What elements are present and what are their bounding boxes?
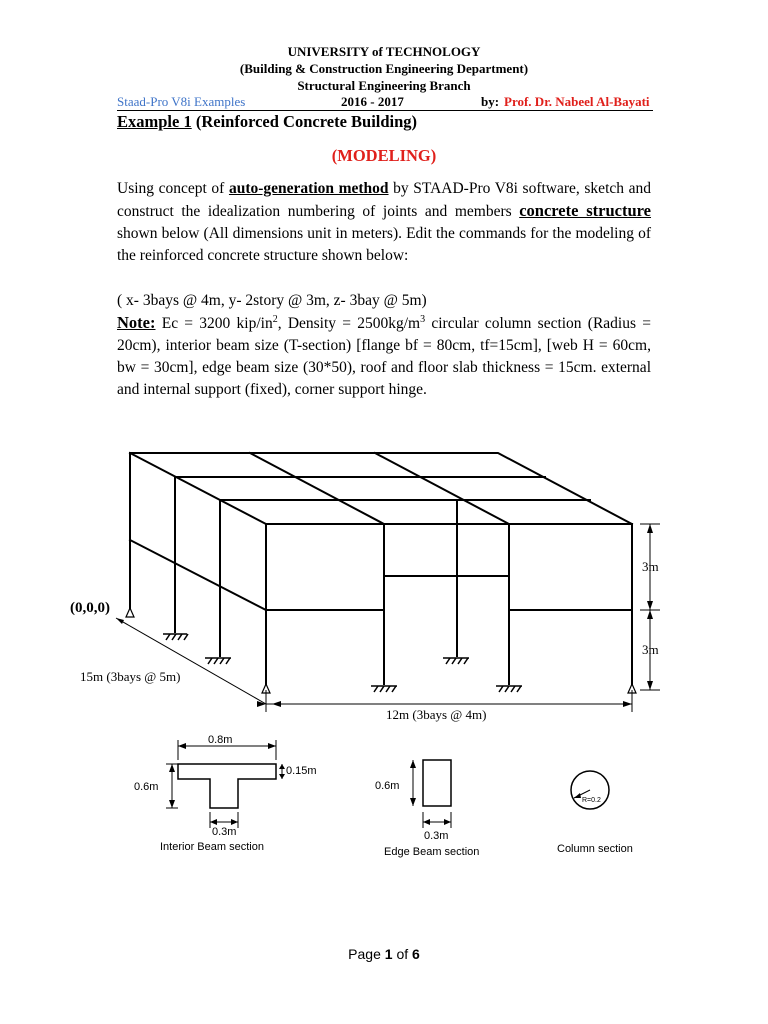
method-term: auto-generation method <box>228 180 389 197</box>
note-label: Note: <box>117 313 156 332</box>
department-title: (Building & Construction Engineering Department) <box>239 61 529 76</box>
page-indicator <box>0 946 768 962</box>
dim-line-z <box>116 618 266 704</box>
university-title: UNIVERSITY of TECHNOLOGY <box>287 44 481 59</box>
course-name: Staad-Pro V8i Examples <box>117 94 246 109</box>
edge-section-label: Edge Beam section <box>384 846 480 858</box>
note-sup-2: 3 <box>420 313 426 325</box>
branch-title: Structural Engineering Branch <box>297 78 471 93</box>
fixed-support-icon <box>163 634 188 640</box>
fixed-support-icon <box>496 686 522 692</box>
note-text-c: circular column section (Radius = 20cm), interior beam size (T-section) [flange bf = 80cm, tf=15cm], [web H = 60cm, bw = 30cm], edge beam size (30*50), roof and floor slab thickness = 15cm. external and internal support (fixed), corner support hinge. <box>117 315 651 398</box>
edge-width: 0.3m <box>424 830 449 842</box>
page-prefix: Page <box>348 946 385 962</box>
origin-label: (0,0,0) <box>70 600 110 616</box>
modeling-heading: (MODELING) <box>331 146 437 165</box>
structure-term: concrete structure <box>519 201 652 220</box>
author-name: Prof. Dr. Nabeel Al-Bayati <box>504 94 650 109</box>
roof-grid-x1 <box>250 453 384 524</box>
intro-text-b: by STAAD-Pro V8i software, sketch and construct the idealization numbering of joints and members <box>117 180 651 220</box>
interior-flange-width: 0.8m <box>208 734 233 746</box>
page-total: 6 <box>412 946 420 962</box>
fixed-support-icon <box>205 658 231 664</box>
interior-beam-section <box>178 764 276 808</box>
note-text-a: Ec = 3200 kip/in <box>155 315 273 332</box>
roof-grid-x2 <box>375 453 509 524</box>
example-number: Example 1 <box>117 112 192 131</box>
course-years: 2016 - 2017 <box>341 94 404 109</box>
dimensions-line: ( x- 3bays @ 4m, y- 2story @ 3m, z- 3bay @ 5m) <box>117 292 427 309</box>
column-section-label: Column section <box>557 843 633 855</box>
roof-back-beams <box>130 453 632 524</box>
hinge-support-icon <box>126 608 134 617</box>
page-of: of <box>392 946 413 962</box>
note-sup-1: 2 <box>272 313 278 325</box>
edge-height: 0.6m <box>375 780 400 792</box>
dim-y-bottom-label: 3m <box>642 642 659 657</box>
intro-text-a: Using concept of <box>117 180 229 197</box>
dim-x-label: 12m (3bays @ 4m) <box>386 707 487 722</box>
page-current: 1 <box>384 946 393 962</box>
intro-text-c: shown below (All dimensions unit in meters). Edit the commands for the modeling of the reinforced concrete structure shown below: <box>117 225 651 264</box>
interior-height: 0.6m <box>134 781 159 793</box>
edge-beam-section <box>423 760 451 806</box>
roof-edge-beams <box>130 453 632 524</box>
dim-y-top-label: 3m <box>642 559 659 574</box>
by-label: by: <box>481 94 500 109</box>
fixed-support-icon <box>443 658 469 664</box>
example-title: (Reinforced Concrete Building) <box>195 112 418 131</box>
note-text-b: , Density = 2500kg/m <box>277 315 421 332</box>
fixed-support-icon <box>371 686 397 692</box>
interior-flange-thickness: 0.15m <box>286 765 317 777</box>
interior-section-label: Interior Beam section <box>160 841 264 853</box>
floor-left-beams <box>130 540 384 610</box>
interior-web-width: 0.3m <box>212 826 237 838</box>
column-radius: R=0.2 <box>582 797 601 804</box>
dim-z-label: 15m (3bays @ 5m) <box>80 669 181 684</box>
